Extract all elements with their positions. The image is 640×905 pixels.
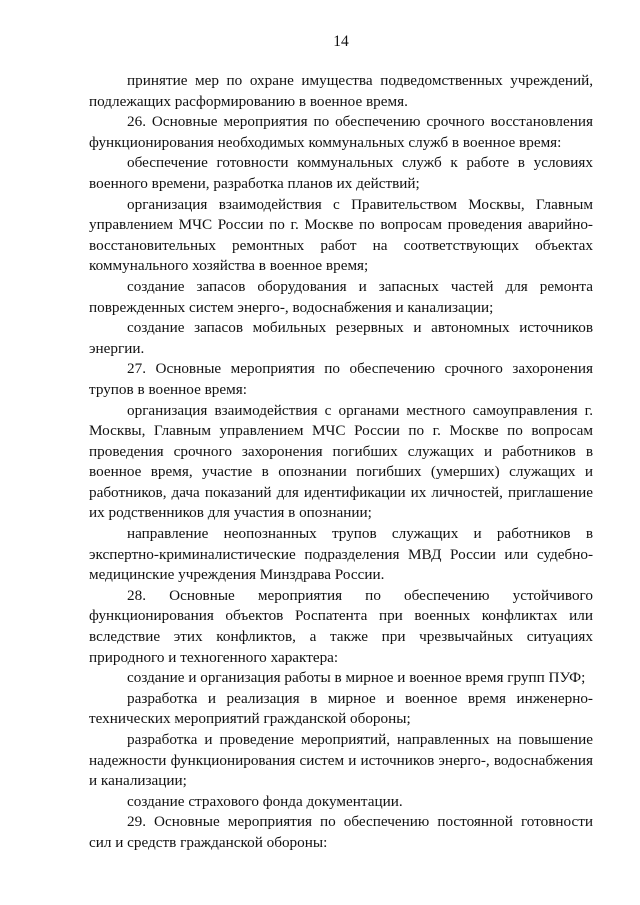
paragraph-27-interaction: организация взаимодействия с органами местного самоуправления г. Москвы, Главным управлением МЧС России по г. Москве по вопросам проведения срочного захоронения погибших служащих и работников в военное время, участие в опознании погибших (умерших) служащих и работников, дача показаний для идентификации их личностей, приглашение их родственников для участия в опознании; — [89, 401, 593, 522]
paragraph-28-insurance-fund: создание страхового фонда документации. — [127, 792, 403, 810]
paragraph-property-protection: принятие мер по охране имущества подведомственных учреждений, подлежащих расформированию в военное время. — [89, 72, 593, 110]
paragraph-28-reliability: разработка и проведение мероприятий, направленных на повышение надежности функционирования систем и источников энерго-, водоснабжения и канализации; — [89, 731, 593, 790]
paragraph-26-interaction: организация взаимодействия с Правительством Москвы, Главным управлением МЧС России по г. Москве по вопросам проведения аварийно-восстановительных ремонтных работ на соответствующих объектах коммунального хозяйства в военное время; — [89, 195, 593, 275]
document-page — [89, 0, 593, 905]
paragraph-27-referral: направление неопознанных трупов служащих и работников в экспертно-криминалистические подразделения МВД России или судебно-медицинские учреждения Минздрава России. — [89, 525, 593, 584]
paragraph-26-readiness: обеспечение готовности коммунальных служб к работе в условиях военного времени, разработка планов их действий; — [89, 154, 593, 192]
paragraph-26-equipment-reserves: создание запасов оборудования и запасных частей для ремонта поврежденных систем энерго-, водоснабжения и канализации; — [89, 277, 593, 316]
page-number: 14 — [333, 33, 349, 50]
paragraph-27-heading: 27. Основные мероприятия по обеспечению срочного захоронения трупов в военное время: — [89, 360, 593, 398]
paragraph-28-puf-groups: создание и организация работы в мирное и военное время групп ПУФ; — [127, 669, 586, 687]
paragraph-28-heading: 28. Основные мероприятия по обеспечению устойчивого функционирования объектов Роспатента при военных конфликтах или вследствие этих конфликтов, а также при чрезвычайных ситуациях природного и техногенного характера: — [89, 586, 593, 666]
document-body — [89, 71, 593, 854]
paragraph-29-heading: 29. Основные мероприятия по обеспечению постоянной готовности сил и средств гражданской обороны: — [89, 813, 593, 851]
paragraph-26-heading: 26. Основные мероприятия по обеспечению срочного восстановления функционирования необходимых коммунальных служб в военное время: — [89, 113, 593, 151]
paragraph-26-energy-sources: создание запасов мобильных резервных и автономных источников энергии. — [89, 319, 593, 357]
paragraph-28-engineering-measures: разработка и реализация в мирное и военное время инженерно-технических мероприятий гражданской обороны; — [89, 689, 593, 728]
